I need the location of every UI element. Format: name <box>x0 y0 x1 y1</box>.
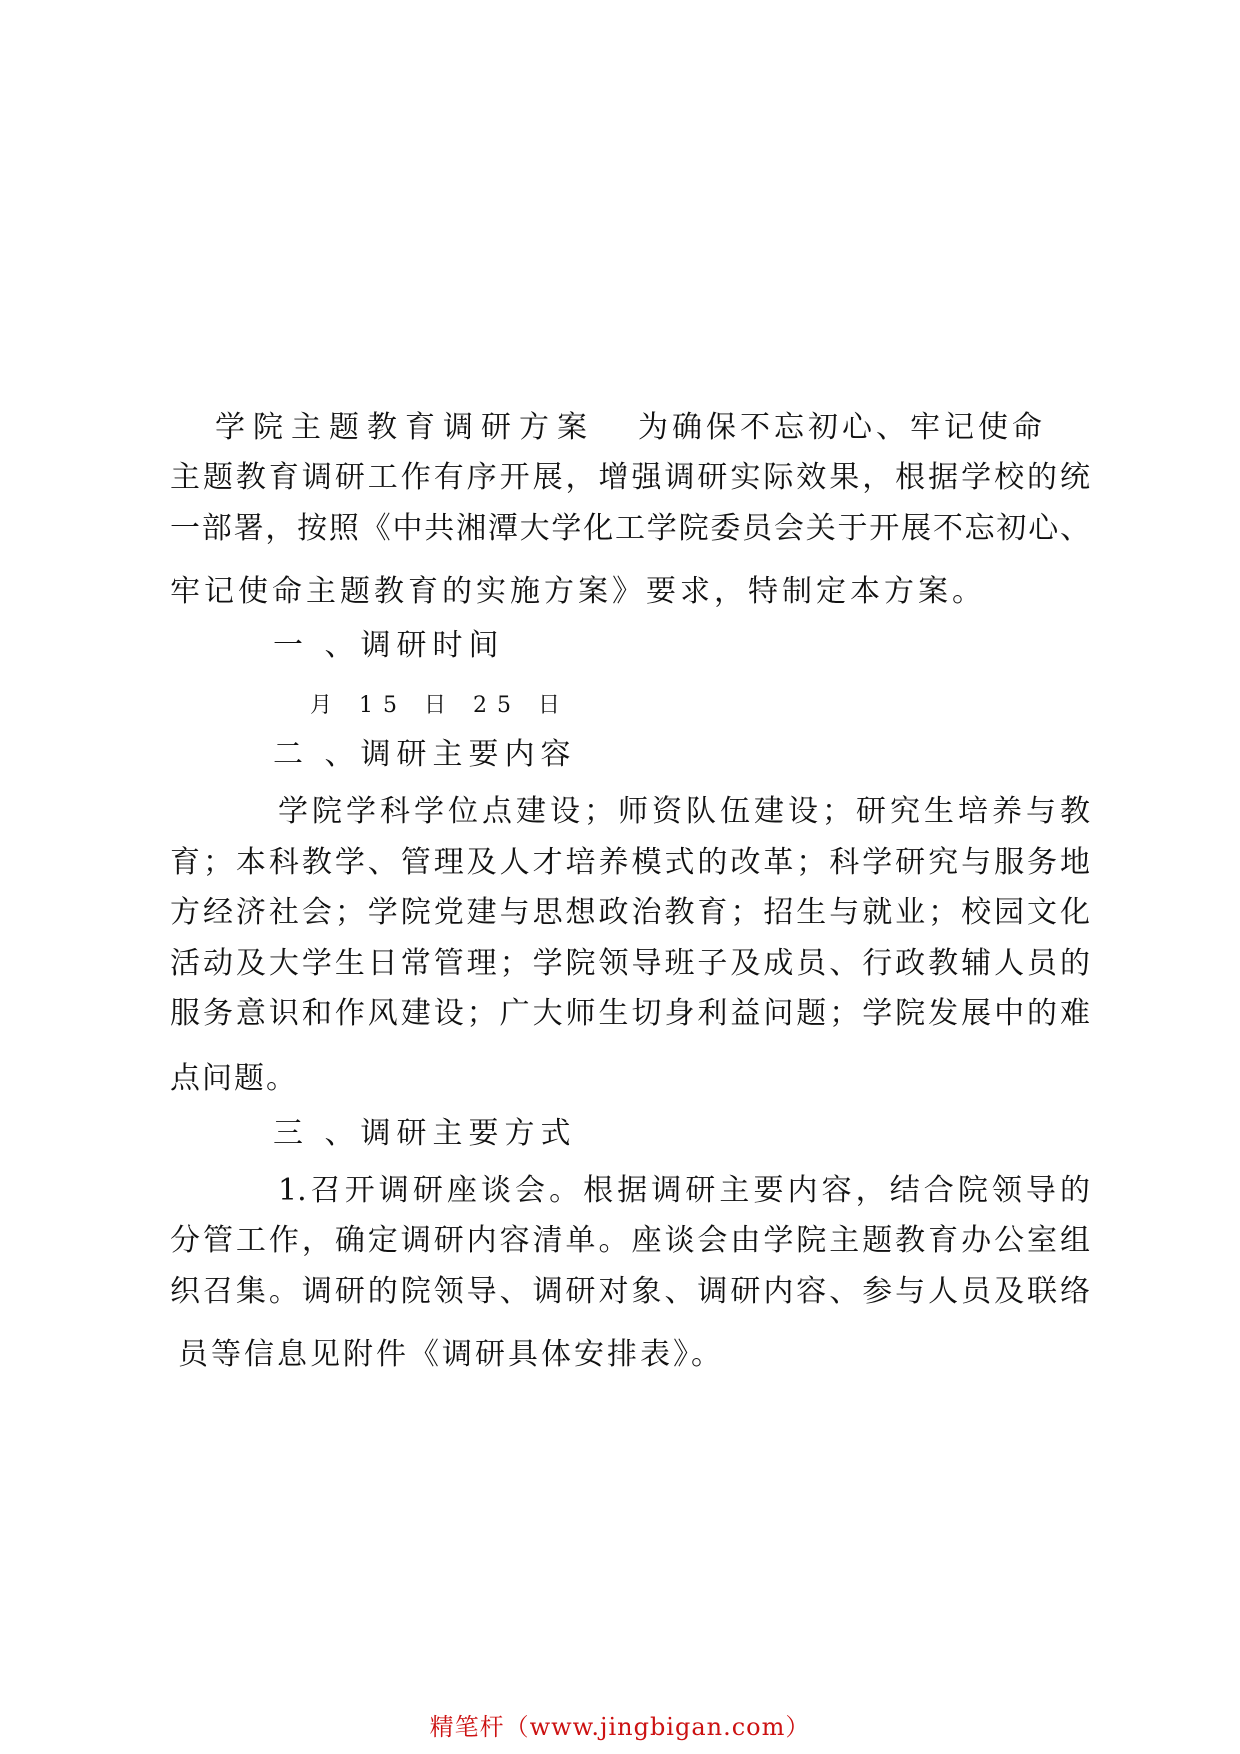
section2-line-6: 点问题。 <box>170 1061 298 1096</box>
section3-line-1: 1.召开调研座谈会。根据调研主要内容，结合院领导的 <box>278 1173 1090 1208</box>
section3-line-4: 员等信息见附件《调研具体安排表》。 <box>178 1337 724 1372</box>
intro-line-2: 主题教育调研工作有序开展，增强调研实际效果，根据学校的统 <box>170 460 1090 495</box>
section3-line-3: 织召集。调研的院领导、调研对象、调研内容、参与人员及联络 <box>170 1274 1090 1309</box>
watermark-footer: 精笔杆（www.jingbigan.com） <box>429 1713 811 1741</box>
section2-line-2: 育；本科教学、管理及人才培养模式的改革；科学研究与服务地 <box>170 845 1090 880</box>
section1-body: 月 15 日 25 日 <box>310 693 570 718</box>
section2-line-5: 服务意识和作风建设；广大师生切身利益问题；学院发展中的难 <box>170 996 1090 1031</box>
intro-line-4: 牢记使命主题教育的实施方案》要求，特制定本方案。 <box>170 574 986 609</box>
section2-line-3: 方经济社会；学院党建与思想政治教育；招生与就业；校园文化 <box>170 895 1090 930</box>
section2-line-4: 活动及大学生日常管理；学院领导班子及成员、行政教辅人员的 <box>170 946 1090 981</box>
section3-heading: 三 、调研主要方式 <box>273 1116 577 1151</box>
section3-line-2: 分管工作，确定调研内容清单。座谈会由学院主题教育办公室组 <box>170 1223 1090 1258</box>
section1-heading: 一 、调研时间 <box>273 628 505 663</box>
intro-line-1: 为确保不忘初心、牢记使命 <box>638 410 1046 445</box>
document-title: 学院主题教育调研方案 <box>215 410 595 445</box>
section2-heading: 二 、调研主要内容 <box>273 737 577 772</box>
section2-line-1: 学院学科学位点建设；师资队伍建设；研究生培养与教 <box>278 794 1090 829</box>
intro-line-3: 一部署，按照《中共湘潭大学化工学院委员会关于开展不忘初心、 <box>170 511 1090 546</box>
